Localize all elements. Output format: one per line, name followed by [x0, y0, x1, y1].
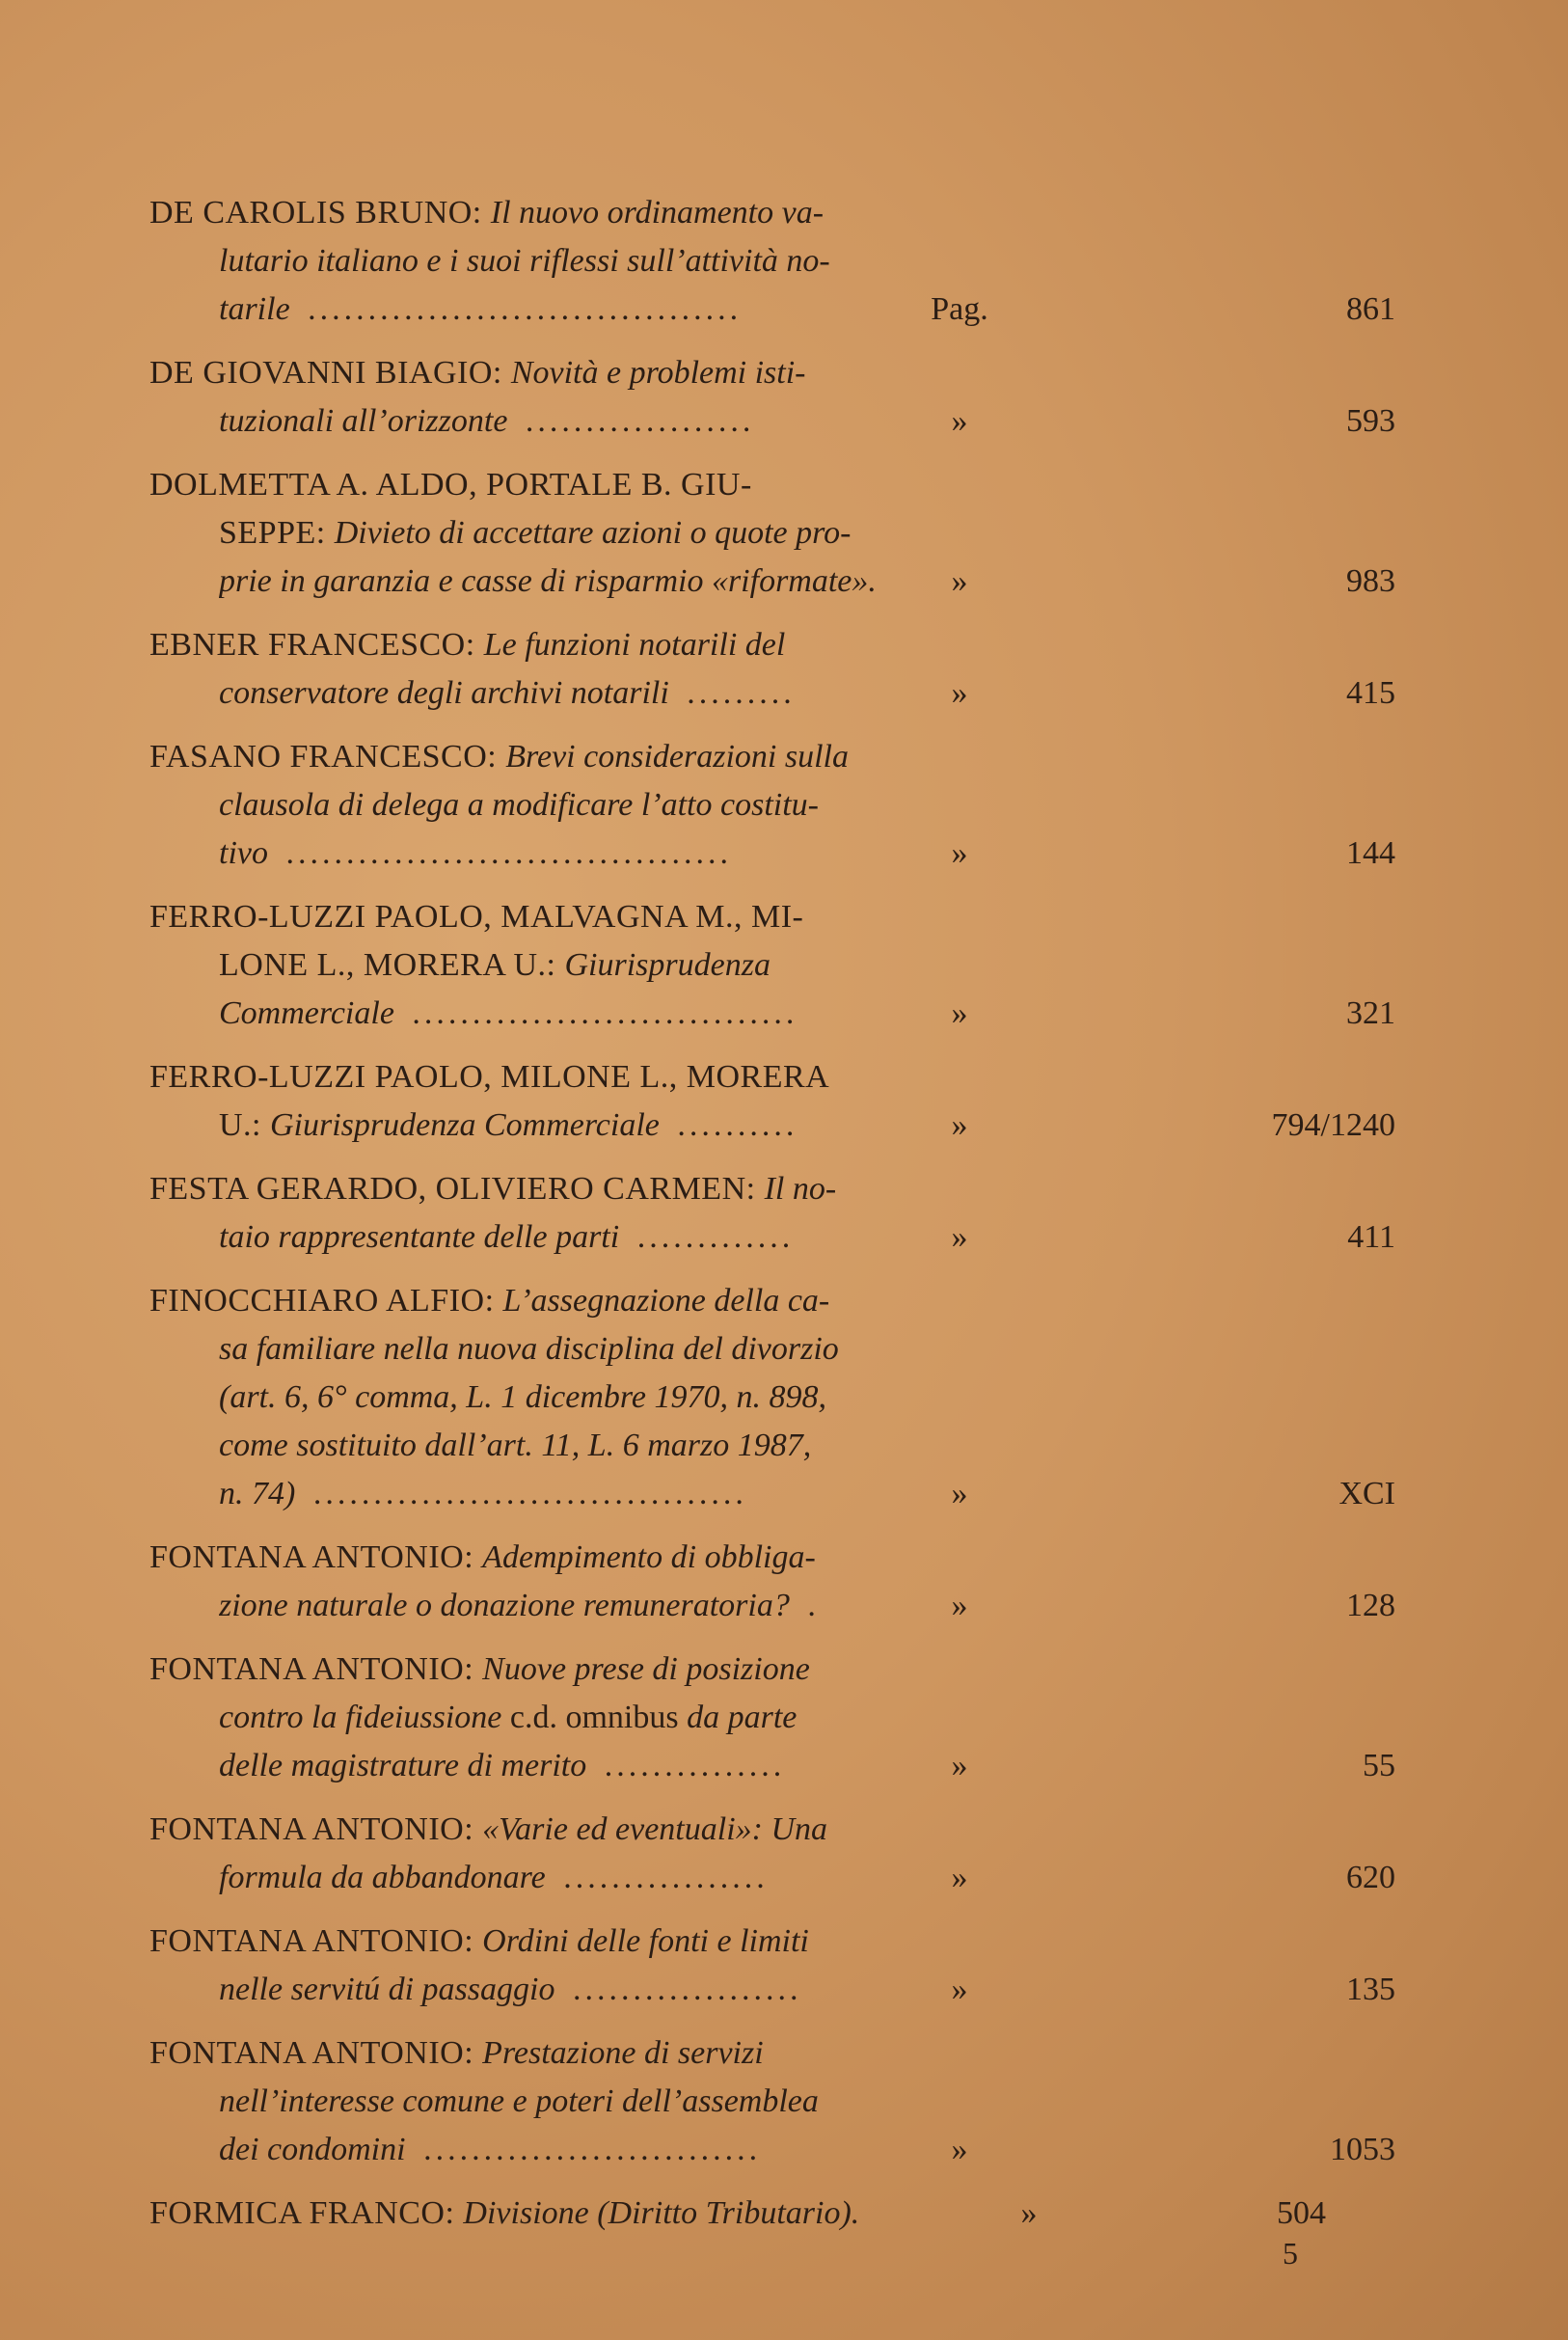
entry-page-number: 144 — [1346, 835, 1395, 871]
leader-dots: ................................ — [399, 995, 798, 1031]
entry-line — [149, 1374, 1326, 1422]
author-index-list — [149, 189, 1395, 2253]
entry-title: Divieto di accettare azioni o quote pro- — [334, 515, 852, 551]
entry-title: zione naturale o donazione remuneratoria? — [219, 1588, 790, 1623]
page-reference-marker: » — [951, 1748, 968, 1783]
entry-title: Commerciale — [219, 995, 394, 1031]
page-reference-marker: » — [951, 2132, 968, 2167]
entry-page-number: 415 — [1346, 675, 1395, 711]
entry-line — [149, 1102, 1395, 1150]
entry-title: prie in garanzia e casse di risparmio «riformate». — [219, 563, 877, 599]
entry-page-number: 861 — [1346, 291, 1395, 327]
page-reference-marker: » — [951, 1219, 968, 1255]
entry-title: Prestazione di servizi — [482, 2035, 764, 2071]
entry-line — [149, 2190, 1326, 2238]
entry-title: Il nuovo ordinamento va- — [490, 195, 825, 231]
entry-line — [149, 1325, 1326, 1374]
entry-line — [149, 189, 1326, 237]
entry-line — [149, 1053, 1326, 1102]
entry-page-number: 794/1240 — [1271, 1107, 1395, 1143]
leader-dots: ............................ — [411, 2132, 762, 2167]
index-entry — [149, 461, 1395, 606]
entry-title: come sostituito dall’art. 11, L. 6 marzo 1987, — [219, 1428, 812, 1463]
entry-line — [149, 830, 1395, 878]
entry-author: FESTA GERARDO, OLIVIERO CARMEN: — [149, 1171, 765, 1207]
entry-line — [149, 669, 1395, 718]
page-reference-marker: » — [951, 1860, 968, 1895]
entry-line — [149, 1646, 1326, 1694]
leader-dots: ............. — [625, 1219, 795, 1255]
leader-dots: ................... — [513, 403, 755, 439]
entry-line — [149, 1966, 1395, 2014]
page-reference-marker: » — [951, 995, 968, 1031]
entry-author: LONE L., MORERA U.: — [219, 947, 565, 983]
index-entry — [149, 349, 1395, 446]
entry-page-number: 620 — [1346, 1860, 1395, 1895]
index-entry — [149, 189, 1395, 334]
entry-title: Adempimento di obbliga- — [482, 1539, 816, 1575]
entry-title: Divisione (Diritto Tributario). — [463, 2195, 860, 2231]
entry-line — [149, 893, 1326, 941]
entry-author: EBNER FRANCESCO: — [149, 627, 484, 663]
entry-plain-text: c.d. omnibus — [501, 1700, 688, 1735]
page-reference-marker: » — [951, 1588, 968, 1623]
entry-page-number: 983 — [1346, 563, 1395, 599]
entry-line — [149, 1470, 1395, 1518]
page-reference-marker: » — [951, 675, 968, 711]
entry-author: FONTANA ANTONIO: — [149, 1651, 483, 1687]
page-reference-marker: » — [951, 563, 968, 599]
entry-author: DE CAROLIS BRUNO: — [149, 195, 491, 231]
entry-author: FONTANA ANTONIO: — [149, 1811, 483, 1847]
index-entry — [149, 1277, 1395, 1518]
entry-title: tarile — [219, 291, 290, 327]
entry-line — [149, 286, 1395, 334]
entry-page-number: 1053 — [1330, 2132, 1395, 2167]
entry-line — [149, 1277, 1326, 1325]
entry-title: Novità e problemi isti- — [510, 355, 806, 391]
leader-dots: ..................................... — [273, 835, 732, 871]
entry-page-number: 321 — [1346, 995, 1395, 1031]
entry-line — [149, 558, 1395, 606]
entry-title: «Varie ed eventuali»: Una — [482, 1811, 828, 1847]
entry-title: tuzionali all’orizzonte — [219, 403, 508, 439]
leader-dots: ......... — [674, 675, 796, 711]
index-entry — [149, 893, 1395, 1038]
entry-line — [149, 1918, 1326, 1966]
leader-dots: .................................... — [301, 1476, 747, 1511]
entry-line — [149, 1582, 1395, 1630]
entry-author: FONTANA ANTONIO: — [149, 2035, 483, 2071]
entry-line — [149, 941, 1326, 990]
entry-author: FORMICA FRANCO: — [149, 2195, 464, 2231]
entry-page-number: 411 — [1347, 1219, 1395, 1255]
leader-dots: .......... — [664, 1107, 798, 1143]
entry-author: FINOCCHIARO ALFIO: — [149, 1283, 503, 1319]
index-entry — [149, 2029, 1395, 2174]
entry-author: FONTANA ANTONIO: — [149, 1539, 483, 1575]
entry-line — [149, 509, 1326, 558]
entry-title: L’assegnazione della ca- — [502, 1283, 830, 1319]
entry-title: Ordini delle fonti e limiti — [482, 1923, 809, 1959]
entry-line — [149, 733, 1326, 781]
entry-line — [149, 1165, 1326, 1213]
entry-line — [149, 621, 1326, 669]
entry-title: (art. 6, 6° comma, L. 1 dicembre 1970, n. 898, — [219, 1379, 826, 1415]
index-entry — [149, 1053, 1395, 1150]
entry-line — [149, 1213, 1395, 1262]
entry-title: Giurisprudenza — [564, 947, 770, 983]
entry-line — [149, 2078, 1326, 2126]
entry-author: FERRO-LUZZI PAOLO, MILONE L., MORERA — [149, 1059, 830, 1095]
entry-title: sa familiare nella nuova disciplina del divorzio — [219, 1331, 839, 1367]
entry-title: formula da abbandonare — [219, 1860, 546, 1895]
entry-title: Il no- — [764, 1171, 837, 1207]
leader-dots: ............... — [592, 1748, 786, 1783]
entry-page-number: 128 — [1346, 1588, 1395, 1623]
entry-line — [149, 2126, 1395, 2174]
leader-dots: ................... — [560, 1972, 802, 2007]
entry-author: FERRO-LUZZI PAOLO, MALVAGNA M., MI- — [149, 899, 804, 935]
entry-line — [149, 1806, 1326, 1854]
index-entry — [149, 1806, 1395, 1902]
entry-title: Nuove prese di posizione — [482, 1651, 810, 1687]
entry-line — [149, 349, 1326, 397]
entry-author: FONTANA ANTONIO: — [149, 1923, 483, 1959]
entry-line — [149, 1694, 1326, 1742]
entry-author: DE GIOVANNI BIAGIO: — [149, 355, 511, 391]
entry-title: nelle servitú di passaggio — [219, 1972, 555, 2007]
entry-author: SEPPE: — [219, 515, 335, 551]
index-entry — [149, 621, 1395, 718]
entry-title: Le funzioni notarili del — [483, 627, 786, 663]
entry-line — [149, 781, 1326, 830]
index-entry — [149, 1534, 1395, 1630]
page-reference-marker: » — [951, 403, 968, 439]
index-entry — [149, 2190, 1326, 2238]
entry-author: DOLMETTA A. ALDO, PORTALE B. GIU- — [149, 467, 752, 503]
entry-line — [149, 1854, 1395, 1902]
entry-line — [149, 2029, 1326, 2078]
entry-page-number: 55 — [1363, 1748, 1395, 1783]
entry-line — [149, 397, 1395, 446]
entry-author: U.: — [219, 1107, 270, 1143]
entry-line — [149, 1422, 1326, 1470]
leader-dots: .................................... — [295, 291, 743, 327]
entry-page-number: XCI — [1338, 1476, 1395, 1511]
entry-title: lutario italiano e i suoi riflessi sull’attività no- — [219, 243, 830, 279]
entry-page-number: 593 — [1346, 403, 1395, 439]
entry-line — [149, 237, 1326, 286]
entry-line — [149, 1742, 1395, 1790]
page-reference-marker: Pag. — [931, 291, 988, 327]
leader-dots: . — [795, 1588, 820, 1623]
entry-title: Brevi considerazioni sulla — [505, 739, 849, 775]
entry-title: taio rappresentante delle parti — [219, 1219, 620, 1255]
entry-page-number: 504 — [1277, 2195, 1326, 2231]
entry-title: clausola di delega a modificare l’atto costitu- — [219, 787, 819, 823]
page-reference-marker: » — [1020, 2195, 1038, 2231]
entry-title: n. 74) — [219, 1476, 296, 1511]
page-number: 5 — [1283, 2236, 1298, 2271]
index-entry — [149, 1165, 1395, 1262]
entry-title: da parte — [687, 1700, 798, 1735]
index-entry — [149, 733, 1395, 878]
entry-line — [149, 461, 1326, 509]
index-entry — [149, 1646, 1395, 1790]
entry-author: FASANO FRANCESCO: — [149, 739, 506, 775]
entry-title: delle magistrature di merito — [219, 1748, 587, 1783]
entry-title: nell’interesse comune e poteri dell’assemblea — [219, 2083, 819, 2119]
entry-title: Giurisprudenza Commerciale — [270, 1107, 660, 1143]
page-reference-marker: » — [951, 1107, 968, 1143]
leader-dots: ................. — [551, 1860, 769, 1895]
entry-title: contro la fideiussione — [219, 1700, 502, 1735]
entry-page-number: 135 — [1346, 1972, 1395, 2007]
entry-line — [149, 1534, 1326, 1582]
index-entry — [149, 1918, 1395, 2014]
page-reference-marker: » — [951, 1476, 968, 1511]
entry-line — [149, 990, 1395, 1038]
entry-title: conservatore degli archivi notarili — [219, 675, 669, 711]
entry-title: tivo — [219, 835, 268, 871]
page-reference-marker: » — [951, 1972, 968, 2007]
entry-title: dei condomini — [219, 2132, 406, 2167]
page-reference-marker: » — [951, 835, 968, 871]
